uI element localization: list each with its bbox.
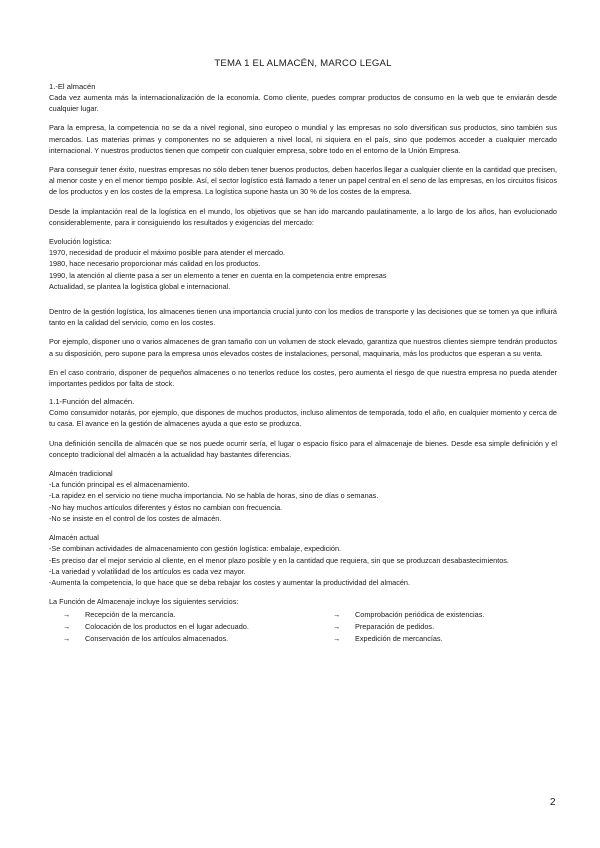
list-item: -No hay muchos artículos diferentes y éstos no cambian con frecuencia. bbox=[49, 502, 283, 512]
paragraph: En el caso contrario, disponer de pequeños almacenes o no tenerlos reduce los costes, pero aumenta el riesgo de que nuestra empresa no pueda atender importantes pedidos por falta de stock. bbox=[49, 367, 557, 389]
document-page bbox=[49, 58, 557, 644]
list-item: -No se insiste en el control de los costes de almacén. bbox=[49, 513, 222, 523]
arrow-right-icon: → bbox=[63, 621, 71, 631]
list-item bbox=[49, 633, 319, 645]
service-label: Colocación de los productos en el lugar adecuado. bbox=[85, 621, 249, 631]
page-title: TEMA 1 EL ALMACÉN, MARCO LEGAL bbox=[214, 58, 392, 69]
list-item bbox=[319, 621, 557, 633]
list-heading: Evolución logística: bbox=[49, 237, 112, 247]
paragraph: Cada vez aumenta más la internacionalización de la economía. Como cliente, puedes comprar productos de consumo en la web que te enviarán desde cualquier lugar. bbox=[49, 93, 557, 114]
paragraph: Una definición sencilla de almacén que se nos puede ocurrir sería, el lugar o espacio físico para el almacenaje de bienes. Desde esa simple definición y el concepto tradicional del almacén a la actualidad hay bastantes diferencias. bbox=[49, 438, 557, 459]
list-item: 1970, necesidad de producir el máximo posible para atender el mercado. bbox=[49, 248, 286, 258]
service-label: Expedición de mercancías. bbox=[355, 633, 443, 643]
list-heading: Almacén actual bbox=[49, 533, 99, 543]
service-label: Preparación de pedidos. bbox=[355, 621, 435, 631]
list-item bbox=[319, 609, 557, 621]
list-item: -Es preciso dar el mejor servicio al cliente, en el menor plazo posible y en la cantidad que requiera, sin que se produzcan desabastecimientos. bbox=[49, 555, 509, 565]
list-item: -La rapidez en el servicio no tiene mucha importancia. No se habla de horas, sino de días o semanas. bbox=[49, 491, 379, 501]
services-list bbox=[49, 609, 557, 644]
arrow-right-icon: → bbox=[333, 621, 341, 631]
paragraph: Para conseguir tener éxito, nuestras empresas no sólo deben tener buenos productos, deben hacerlos llegar a cualquier cliente en la cantidad que precisen, al menor coste y en el menor tiempo posible. Así, el sector logístico está llamado a tener un papel central en el seno de las empresas, en los circuitos físicos de los productos y en los costes de la empresa. La logística supone hasta un 30 % de los costes de la empresa. bbox=[49, 165, 557, 197]
arrow-right-icon: → bbox=[333, 610, 341, 620]
service-label: Comprobación periódica de existencias. bbox=[355, 610, 485, 620]
arrow-right-icon: → bbox=[63, 610, 71, 620]
list-item: -Aumenta la competencia, lo que hace que se deba rebajar los costes y aumentar la productividad del almacén. bbox=[49, 577, 411, 587]
traditional-list bbox=[49, 468, 557, 524]
list-item: -Se combinan actividades de almacenamiento con gestión logística: embalaje, expedición. bbox=[49, 544, 342, 554]
list-item: 1990, la atención al cliente pasa a ser un elemento a tener en cuenta en la competencia entre empresas bbox=[49, 270, 387, 280]
paragraph: Desde la implantación real de la logística en el mundo, los objetivos que se han ido marcando paulatinamente, a lo largo de los años, han evolucionado considerablemente, para ir consiguiendo los resultados y exigencias del mercado: bbox=[49, 206, 557, 227]
list-item: 1980, hace necesario proporcionar más calidad en los productos. bbox=[49, 259, 261, 269]
section-heading: 1.1-Función del almacén. bbox=[49, 397, 135, 407]
service-label: Recepción de la mercancía. bbox=[85, 610, 176, 620]
list-item: -La función principal es el almacenamiento. bbox=[49, 480, 190, 490]
paragraph: Por ejemplo, disponer uno o varios almacenes de gran tamaño con un volumen de stock elevado, garantiza que nuestros clientes siempre tendrán productos a su disposición, pero supone para la empresa unos elevados costes de instalaciones, personal, maquinaria, más los productos que esperan a su venta. bbox=[49, 337, 557, 358]
service-label: Conservación de los artículos almacenados. bbox=[85, 633, 229, 643]
services-intro: La Función de Almacenaje incluye los siguientes servicios: bbox=[49, 597, 239, 607]
page-number: 2 bbox=[550, 797, 556, 808]
paragraph: Dentro de la gestión logística, los almacenes tienen una importancia crucial junto con los medios de transporte y las decisiones que se tomen ya que influirá tanto en la calidad del servicio, como en los costes. bbox=[49, 307, 557, 328]
paragraph: Como consumidor notarás, por ejemplo, que dispones de muchos productos, incluso alimentos de temporada, todo el año, en cualquier momento y cerca de tu casa. El avance en la gestión de almacenes ayuda a que esto se produzca. bbox=[49, 408, 557, 429]
list-item bbox=[49, 621, 319, 633]
list-heading: Almacén tradicional bbox=[49, 469, 113, 479]
section-heading: 1.-El almacén bbox=[49, 82, 96, 91]
paragraph: Para la empresa, la competencia no se da a nivel regional, sino europeo o mundial y las empresas no solo diversifican sus productos, sino también sus mercados. Las materias primas y componentes no se adquieren a nivel local, ni siquiera en el país, sino que podemos acceder a cualquier mercado internacional. Y nuestros productos tienen que competir con cualquier empresa, sobre todo en el entorno de la Unión Empresa. bbox=[49, 123, 557, 155]
list-item: -La variedad y volatilidad de los artículos es cada vez mayor. bbox=[49, 566, 246, 576]
arrow-right-icon: → bbox=[63, 633, 71, 643]
evolution-list bbox=[49, 236, 557, 292]
list-item bbox=[319, 633, 557, 645]
arrow-right-icon: → bbox=[333, 633, 341, 643]
current-list bbox=[49, 532, 557, 588]
list-item bbox=[49, 609, 319, 621]
list-item: Actualidad, se plantea la logística global e internacional. bbox=[49, 281, 231, 291]
